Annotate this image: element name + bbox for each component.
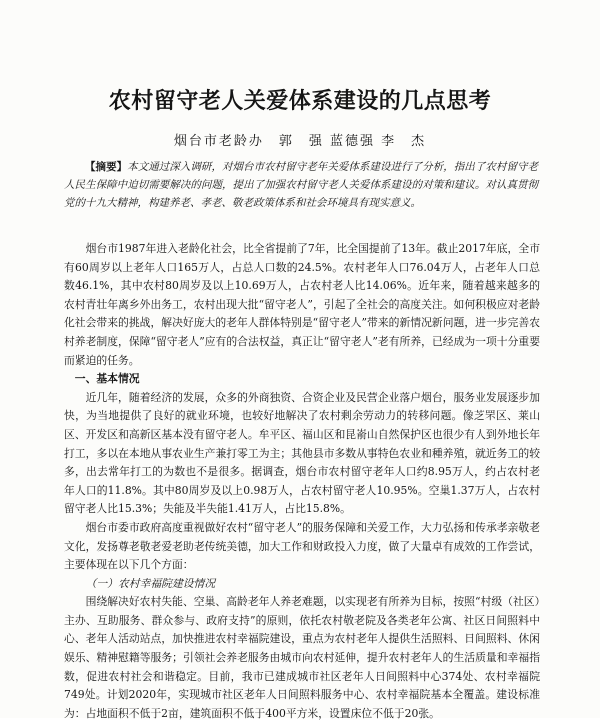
subsection-heading: （一）农村幸福院建设情况: [85, 576, 216, 590]
article-body: [64, 240, 540, 723]
body-paragraph: 围绕解决好农村失能、空巢、高龄老年人养老难题，以实现老有所养为目标，按照“村级（社区）主办、互助服务、群众参与、政府支持”的原则，依托农村敬老院及各类老年公寓、社区日间照料中心、老年人活动站点，加快推进农村幸福院建设，重点为农村老年人提供生活照料、日间照料、休闲娱乐、精神慰籍等服务；引领社会养老服务由城市向农村延伸，提升农村老年人的生活质量和幸福指数，促进农村社会和谐稳定。目前，我市已建成城市社区老年人日间照料中心374处、农村幸福院749处。计划2020年，实现城市社区老年人日间照料服务中心、农村幸福院基本全覆盖。建设标准为：占地面积不低于2亩，建筑面积不低于400平方米，设置床位不低于20张。: [64, 595, 540, 720]
body-paragraph: 烟台市委市政府高度重视做好农村“留守老人”的服务保障和关爱工作，大力弘扬和传承孝亲敬老文化，发扬尊老敬老爱老助老传统美德，加大工作和财政投入力度，做了大量卓有成效的工作尝试，主要体现在以下几个方面：: [64, 520, 540, 572]
body-paragraph: 近几年，随着经济的发展，众多的外商独资、合资企业及民营企业落户烟台，服务业发展逐步加快，为当地提供了良好的就业环境，也较好地解决了农村剩余劳动力的转移问题。像芝罘区、莱山区、开发区和高新区基本没有留守老人。牟平区、福山区和昆嵛山自然保护区也很少有人到外地长年打工，多以在本地从事农业生产兼打零工为主；其他县市多数从事特色农业和種养殖，就近务工的较多，出去常年打工的为数也不是很多。据调查，烟台市农村留守老年人口约8.95万人，约占农村老年人口的11.8%。其中80周岁及以上0.98万人，占农村留守老人10.95%。空巢1.37万人，占农村留守老人比15.3%；失能及半失能1.41万人，占比15.8%。: [64, 390, 540, 516]
abstract-text: 本文通过深入调研，对烟台市农村留守老年关爱体系建设进行了分析，指出了农村留守老人民生保障中迫切需要解决的问题，提出了加强农村留守老人关爱体系建设的对策和建议。对认真贯彻党的十九大精神，构建养老、孝老、敬老政策体系和社会环境具有现实意义。: [64, 161, 539, 209]
abstract: [64, 158, 538, 212]
body-paragraph: 烟台市1987年进入老龄化社会，比全省提前了7年，比全国提前了13年。截止2017年底，全市有60周岁以上老年人口165万人，占总人口数的24.5%。农村老年人口76.04万人，占老年人口总数46.1%，其中农村80周岁及以上10.69万人，占农村老人比14.06%。近年来，随着越来越多的农村青壮年离乡外出务工，农村出现大批“留守老人”，引起了全社会的高度关注。如何积极应对老龄化社会带来的挑战，解决好庞大的老年人群体特别是“留守老人”带来的新情况新问题，进一步完善农村养老制度，保障“留守老人”应有的合法权益，真正让“留守老人”老有所养，已经成为一项十分重要而紧迫的任务。: [64, 242, 540, 367]
abstract-label: 【摘要】: [85, 161, 128, 173]
article-title: 农村留守老人关爱体系建设的几点思考: [108, 89, 492, 114]
section-heading: 一、基本情况: [74, 372, 140, 386]
article-authors: 烟台市老龄办 郭 强 蓝德强 李 杰: [173, 134, 427, 149]
